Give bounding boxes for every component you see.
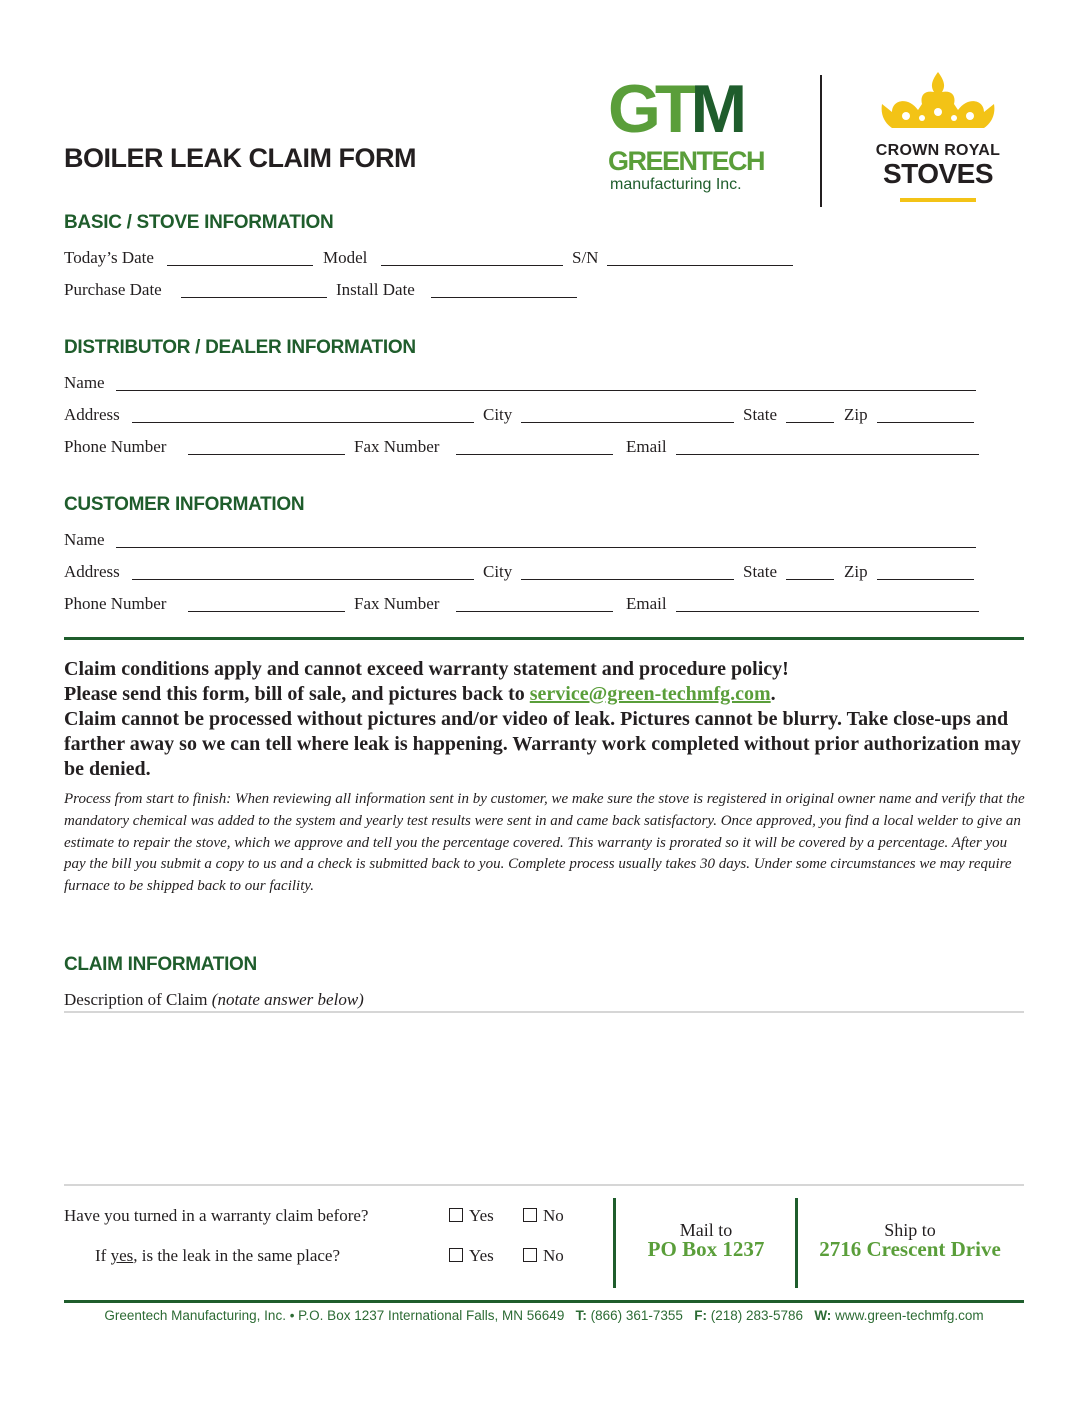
- customer-state-label: State: [743, 562, 777, 581]
- dealer-name-label: Name: [64, 373, 105, 392]
- customer-fax-field[interactable]: [456, 611, 613, 612]
- q2-no-option[interactable]: No: [523, 1246, 564, 1266]
- bottom-rule: [64, 1184, 1024, 1186]
- dealer-city-label: City: [483, 405, 513, 424]
- dealer-zip-label: Zip: [844, 405, 868, 424]
- customer-email-field[interactable]: [676, 611, 979, 612]
- customer-email-label: Email: [626, 594, 667, 613]
- section-divider: [64, 637, 1024, 640]
- stoves-wordmark: STOVES: [882, 158, 994, 189]
- sn-label: S/N: [572, 248, 599, 267]
- ship-to-value: 2716 Crescent Drive: [819, 1237, 1001, 1261]
- q2-no-checkbox[interactable]: [523, 1248, 537, 1262]
- model-label: Model: [323, 248, 368, 267]
- q2-yes-option[interactable]: Yes: [449, 1246, 494, 1266]
- customer-state-field[interactable]: [786, 579, 834, 580]
- manufacturing-wordmark: manufacturing Inc.: [610, 176, 742, 193]
- mail-to-block: [620, 1220, 792, 1262]
- dealer-email-label: Email: [626, 437, 667, 456]
- section-heading-claim: CLAIM INFORMATION: [64, 954, 257, 975]
- mail-to-value: PO Box 1237: [647, 1237, 765, 1261]
- install-date-field[interactable]: [431, 297, 577, 298]
- customer-phone-label: Phone Number: [64, 594, 167, 613]
- dealer-fax-label: Fax Number: [354, 437, 440, 456]
- dealer-email-field[interactable]: [676, 454, 979, 455]
- mail-divider: [613, 1198, 616, 1288]
- section-heading-customer: CUSTOMER INFORMATION: [64, 494, 305, 515]
- customer-city-field[interactable]: [521, 579, 734, 580]
- greentech-logo: [606, 71, 776, 200]
- crown-royal-logo: [862, 70, 1014, 206]
- footer-rule: [64, 1300, 1024, 1303]
- dealer-address-label: Address: [64, 405, 120, 424]
- dealer-address-field[interactable]: [132, 422, 474, 423]
- dealer-zip-field[interactable]: [877, 422, 974, 423]
- footer-contact: Greentech Manufacturing, Inc. • P.O. Box 1237 International Falls, MN 56649 T: (866) 361-7355 F: (218) 283-5786 W: www.green-techmfg.com: [104, 1308, 984, 1323]
- customer-city-label: City: [483, 562, 513, 581]
- ship-divider: [795, 1198, 798, 1288]
- q1-no-checkbox[interactable]: [523, 1208, 537, 1222]
- service-email-link[interactable]: service@green-techmfg.com: [529, 683, 771, 705]
- claim-description-area[interactable]: [64, 1014, 1024, 1182]
- crown-royal-wordmark: CROWN ROYAL: [875, 142, 1001, 159]
- dealer-name-field[interactable]: [116, 390, 976, 391]
- q1-yes-option[interactable]: Yes: [449, 1206, 494, 1226]
- section-heading-basic: BASIC / STOVE INFORMATION: [64, 212, 334, 233]
- customer-name-label: Name: [64, 530, 105, 549]
- process-description: Process from start to finish: When reviewing all information sent in by customer, we make sure the stove is registered in original owner name and verify that the mandatory chemical was added to the system and yearly test results were sent in and came back satisfactory. Once approved, you find a local welder to give an estimate to repair the stove, which we approve and tell you the percentage covered. This warranty is prorated so it will be covered by a percentage. After you pay the bill you submit a copy to us and a check is submitted back to you. Complete process usually takes 30 days. Under some circumstances we may require furnace to be shipped back to our facility.: [64, 791, 1025, 895]
- stoves-underline: [900, 198, 976, 202]
- q1-yes-checkbox[interactable]: [449, 1208, 463, 1222]
- dealer-city-field[interactable]: [521, 422, 734, 423]
- model-field[interactable]: [381, 265, 563, 266]
- purchase-date-label: Purchase Date: [64, 280, 162, 299]
- dealer-state-field[interactable]: [786, 422, 834, 423]
- dealer-state-label: State: [743, 405, 777, 424]
- dealer-fax-field[interactable]: [456, 454, 613, 455]
- q2-yes-checkbox[interactable]: [449, 1248, 463, 1262]
- purchase-date-field[interactable]: [181, 297, 327, 298]
- q1-no-option[interactable]: No: [523, 1206, 564, 1226]
- customer-zip-label: Zip: [844, 562, 868, 581]
- question-same-place: If yes, is the leak in the same place?: [95, 1246, 340, 1265]
- claim-description-label: Description of Claim (notate answer below): [64, 990, 364, 1009]
- dealer-phone-field[interactable]: [188, 454, 345, 455]
- notice-line-conditions: Claim conditions apply and cannot exceed warranty statement and procedure policy!: [64, 658, 789, 680]
- ship-to-label: Ship to: [884, 1220, 936, 1240]
- install-date-label: Install Date: [336, 280, 415, 299]
- todays-date-field[interactable]: [167, 265, 313, 266]
- notice-line-send: Please send this form, bill of sale, and pictures back to service@green-techmfg.com.: [64, 683, 776, 705]
- customer-name-field[interactable]: [116, 547, 976, 548]
- todays-date-label: Today’s Date: [64, 248, 154, 267]
- dealer-phone-label: Phone Number: [64, 437, 167, 456]
- question-previous-claim: Have you turned in a warranty claim before?: [64, 1206, 369, 1225]
- customer-address-field[interactable]: [132, 579, 474, 580]
- gtm-logo-letters: GTM: [608, 71, 742, 147]
- customer-phone-field[interactable]: [188, 611, 345, 612]
- customer-address-label: Address: [64, 562, 120, 581]
- greentech-wordmark: GREENTECH: [608, 146, 765, 176]
- section-heading-dealer: DISTRIBUTOR / DEALER INFORMATION: [64, 337, 416, 358]
- mail-to-label: Mail to: [679, 1220, 733, 1240]
- footer-website-link[interactable]: www.green-techmfg.com: [835, 1308, 984, 1323]
- page-title: BOILER LEAK CLAIM FORM: [64, 143, 416, 173]
- customer-fax-label: Fax Number: [354, 594, 440, 613]
- notice-line-pictures: Claim cannot be processed without pictures and/or video of leak. Pictures cannot be blurry. Take close-ups and farther away so we can tell where leak is happening. Warranty work completed without prior authorization may be denied.: [64, 708, 1021, 780]
- crown-icon: [862, 70, 1014, 138]
- ship-to-block: [802, 1220, 1018, 1262]
- claim-description-hint: (notate answer below): [211, 990, 364, 1009]
- customer-zip-field[interactable]: [877, 579, 974, 580]
- sn-field[interactable]: [607, 265, 793, 266]
- claim-notice: [64, 657, 1034, 782]
- logo-divider: [820, 75, 822, 207]
- claim-description-rule: [64, 1011, 1024, 1013]
